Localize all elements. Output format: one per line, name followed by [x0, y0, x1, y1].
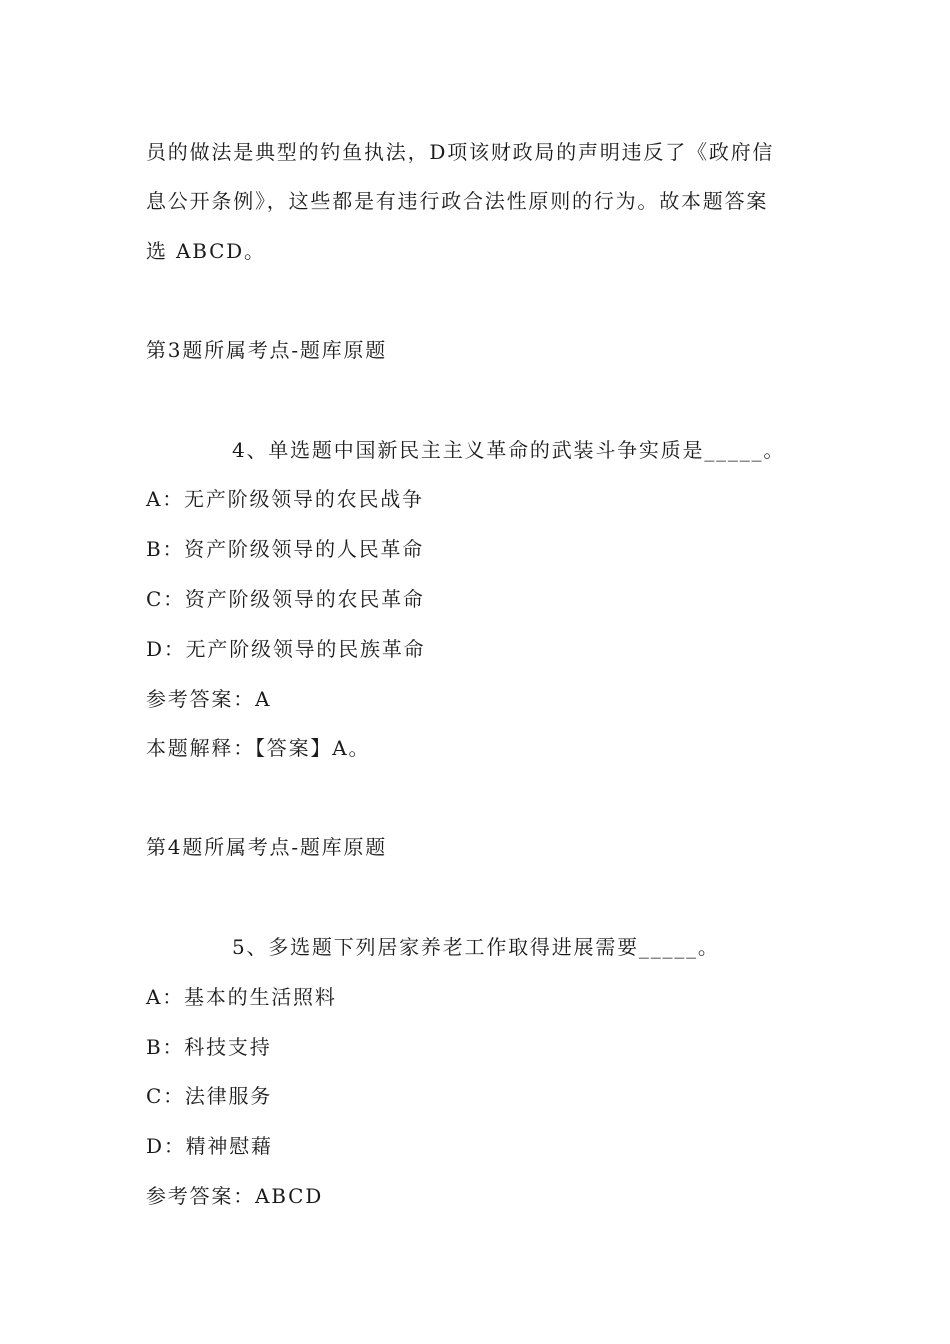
option-a: A：无产阶级领导的农民战争: [146, 487, 424, 511]
option-c: C：法律服务: [146, 1084, 273, 1108]
option-b: B：科技支持: [146, 1035, 272, 1059]
answer-explanation: 本题解释：【答案】A。: [146, 736, 371, 760]
section-heading: 第4题所属考点-题库原题: [146, 835, 388, 859]
paragraph-line: 员的做法是典型的钓鱼执法，D项该财政局的声明违反了《政府信: [146, 140, 775, 164]
question-stem: 5、多选题下列居家养老工作取得进展需要_____。: [232, 935, 720, 959]
option-b: B：资产阶级领导的人民革命: [146, 537, 425, 561]
option-d: D：精神慰藉: [146, 1134, 273, 1158]
paragraph-line: 息公开条例》，这些都是有违行政合法性原则的行为。故本题答案: [146, 189, 769, 213]
paragraph-line: 选 ABCD。: [146, 239, 266, 263]
question-stem: 4、单选题中国新民主主义革命的武装斗争实质是_____。: [232, 438, 786, 462]
option-a: A：基本的生活照料: [146, 985, 337, 1009]
option-c: C：资产阶级领导的农民革命: [146, 587, 425, 611]
reference-answer: 参考答案：A: [146, 687, 272, 711]
option-d: D：无产阶级领导的民族革命: [146, 637, 426, 661]
section-heading: 第3题所属考点-题库原题: [146, 338, 388, 362]
reference-answer: 参考答案：ABCD: [146, 1184, 324, 1208]
